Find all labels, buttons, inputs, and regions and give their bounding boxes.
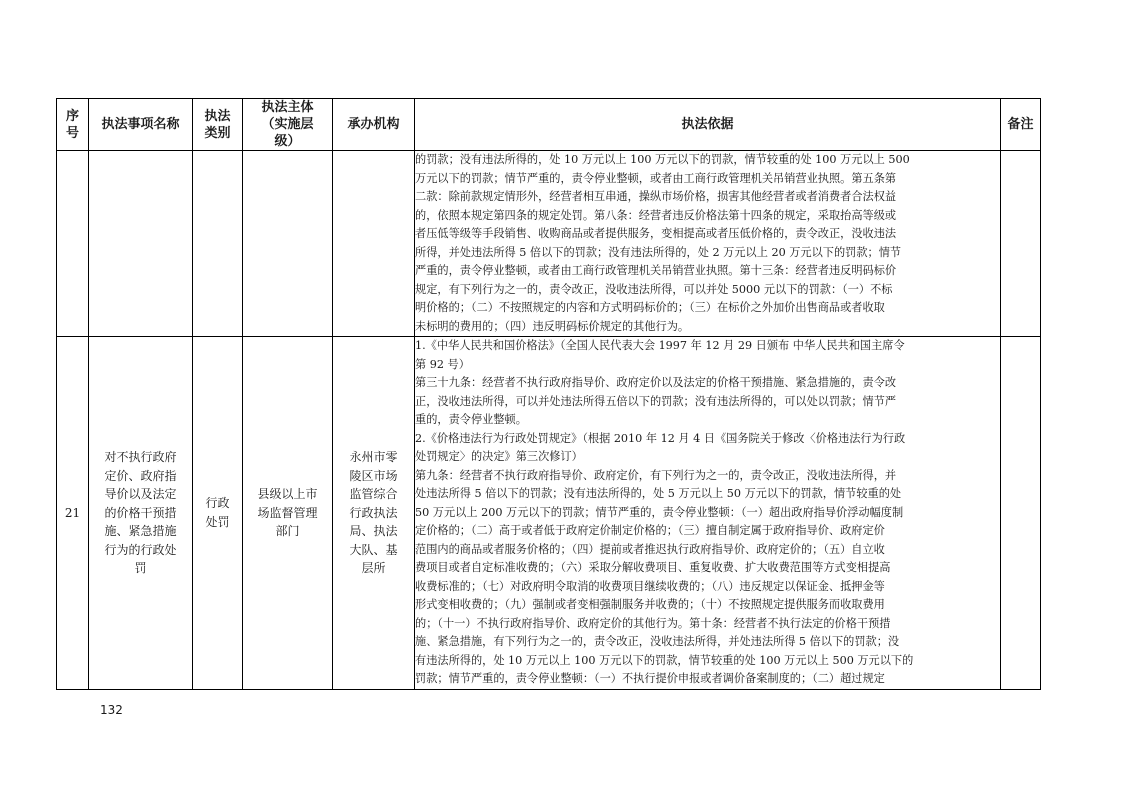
basis-line: 范围内的商品或者服务价格的；（四）提前或者推迟执行政府指导价、政府定价的；（五）自立收 [415, 542, 885, 556]
cell-item-name: 对不执行政府定价、政府指导价以及法定的价格干预措施、紧急措施行为的行政处罚 [89, 337, 193, 690]
basis-line: 形式变相收费的；（九）强制或者变相强制服务并收费的；（十）不按照规定提供服务而收取费用 [415, 598, 885, 611]
cell-seq: 21 [57, 337, 89, 690]
cell-subject [243, 151, 333, 337]
basis-line: 的，依照本规定第四条的规定处罚。第八条：经营者违反价格法第十四条的规定，采取抬高等级或 [415, 208, 897, 222]
basis-line: 的；（十一）不执行政府指导价、政府定价的其他行为。第十条：经营者不执行法定的价格干预措 [415, 616, 891, 630]
cell-category: 行政处罚 [193, 337, 243, 690]
basis-line: 50 万元以上 200 万元以下的罚款；情节严重的，责令停业整顿：（一）超出政府指导价浮动幅度制 [415, 505, 904, 519]
header-category: 执法类别 [193, 99, 243, 151]
cell-agency: 永州市零陵区市场监管综合行政执法局、执法大队、基层所 [333, 337, 415, 690]
cell-basis [415, 337, 1001, 690]
basis-line: 第九条：经营者不执行政府指导价、政府定价，有下列行为之一的，责令改正，没收违法所得，并 [415, 468, 897, 482]
basis-line: 正，没收违法所得，可以并处违法所得五倍以下的罚款；没有违法所得的，可以处以罚款；情节严 [415, 394, 897, 408]
table-row [57, 151, 1041, 337]
basis-line: 定价格的；（二）高于或者低于政府定价制定价格的；（三）擅自制定属于政府指导价、政府定价 [415, 524, 885, 537]
basis-line: 明价格的；（二）不按照规定的内容和方式明码标价的；（三）在标价之外加价出售商品或者收取 [415, 301, 885, 314]
cell-seq [57, 151, 89, 337]
basis-line: 第三十九条：经营者不执行政府指导价、政府定价以及法定的价格干预措施、紧急措施的，责令改 [415, 376, 897, 389]
cell-item-name [89, 151, 193, 337]
basis-line: 二款：除前款规定情形外，经营者相互串通，操纵市场价格，损害其他经营者或者消费者合法权益 [415, 190, 897, 203]
header-item-name: 执法事项名称 [89, 99, 193, 151]
header-remarks: 备注 [1001, 99, 1041, 151]
table-row [57, 337, 1041, 690]
basis-line: 者压低等级等手段销售、收购商品或者提供服务，变相提高或者压低价格的，责令改正，没收违法 [415, 227, 897, 240]
page-number: 132 [100, 703, 123, 717]
basis-line: 收费标准的；（七）对政府明令取消的收费项目继续收费的；（八）违反规定以保证金、抵押金等 [415, 579, 885, 593]
cell-subject: 县级以上市场监督管理部门 [243, 337, 333, 690]
header-row [57, 99, 1041, 151]
basis-line: 万元以下的罚款；情节严重的，责令停业整顿，或者由工商行政管理机关吊销营业执照。第五条第 [415, 171, 897, 185]
cell-remarks [1001, 151, 1041, 337]
basis-line: 施、紧急措施，有下列行为之一的，责令改正，没收违法所得，并处违法所得 5 倍以下的罚款；没 [415, 635, 900, 648]
cell-agency [333, 151, 415, 337]
cell-remarks [1001, 337, 1041, 690]
basis-line: 2.《价格违法行为行政处罚规定》（根据 2010 年 12 月 4 日《国务院关于修改〈价格违法行为行政 [415, 431, 906, 445]
enforcement-table [56, 98, 1041, 690]
basis-line: 费项目或者自定标准收费的；（六）采取分解收费项目、重复收费、扩大收费范围等方式变相提高 [415, 561, 891, 574]
cell-basis [415, 151, 1001, 337]
basis-line: 第 92 号） [415, 357, 470, 371]
header-subject: 执法主体（实施层级） [243, 99, 333, 151]
basis-line: 重的，责令停业整顿。 [415, 413, 527, 426]
basis-line: 处违法所得 5 倍以下的罚款；没有违法所得的，处 5 万元以上 50 万元以下的罚款，情节较重的处 [415, 487, 902, 500]
header-basis: 执法依据 [415, 99, 1001, 151]
basis-line: 1.《中华人民共和国价格法》（全国人民代表大会 1997 年 12 月 29 日颁布 中华人民共和国主席令 [415, 339, 905, 352]
basis-line: 的罚款；没有违法所得的，处 10 万元以上 100 万元以下的罚款，情节较重的处 100 万元以上 500 [415, 153, 910, 166]
basis-line: 规定，有下列行为之一的，责令改正，没收违法所得，可以并处 5000 元以下的罚款：（一）不标 [415, 282, 893, 296]
basis-line: 严重的，责令停业整顿，或者由工商行政管理机关吊销营业执照。第十三条：经营者违反明码标价 [415, 264, 897, 277]
header-agency: 承办机构 [333, 99, 415, 151]
header-seq: 序号 [57, 99, 89, 151]
basis-line: 所得，并处违法所得 5 倍以下的罚款；没有违法所得的，处 2 万元以上 20 万元以下的罚款；情节 [415, 245, 902, 259]
basis-line: 有违法所得的，处 10 万元以上 100 万元以下的罚款，情节较重的处 100 万元以上 500 万元以下的 [415, 653, 914, 667]
cell-category [193, 151, 243, 337]
basis-line: 罚款；情节严重的，责令停业整顿：（一）不执行提价申报或者调价备案制度的；（二）超过规定 [415, 672, 885, 685]
basis-line: 处罚规定〉的决定》第三次修订） [415, 450, 583, 463]
basis-line: 未标明的费用的；（四）违反明码标价规定的其他行为。 [415, 319, 690, 333]
